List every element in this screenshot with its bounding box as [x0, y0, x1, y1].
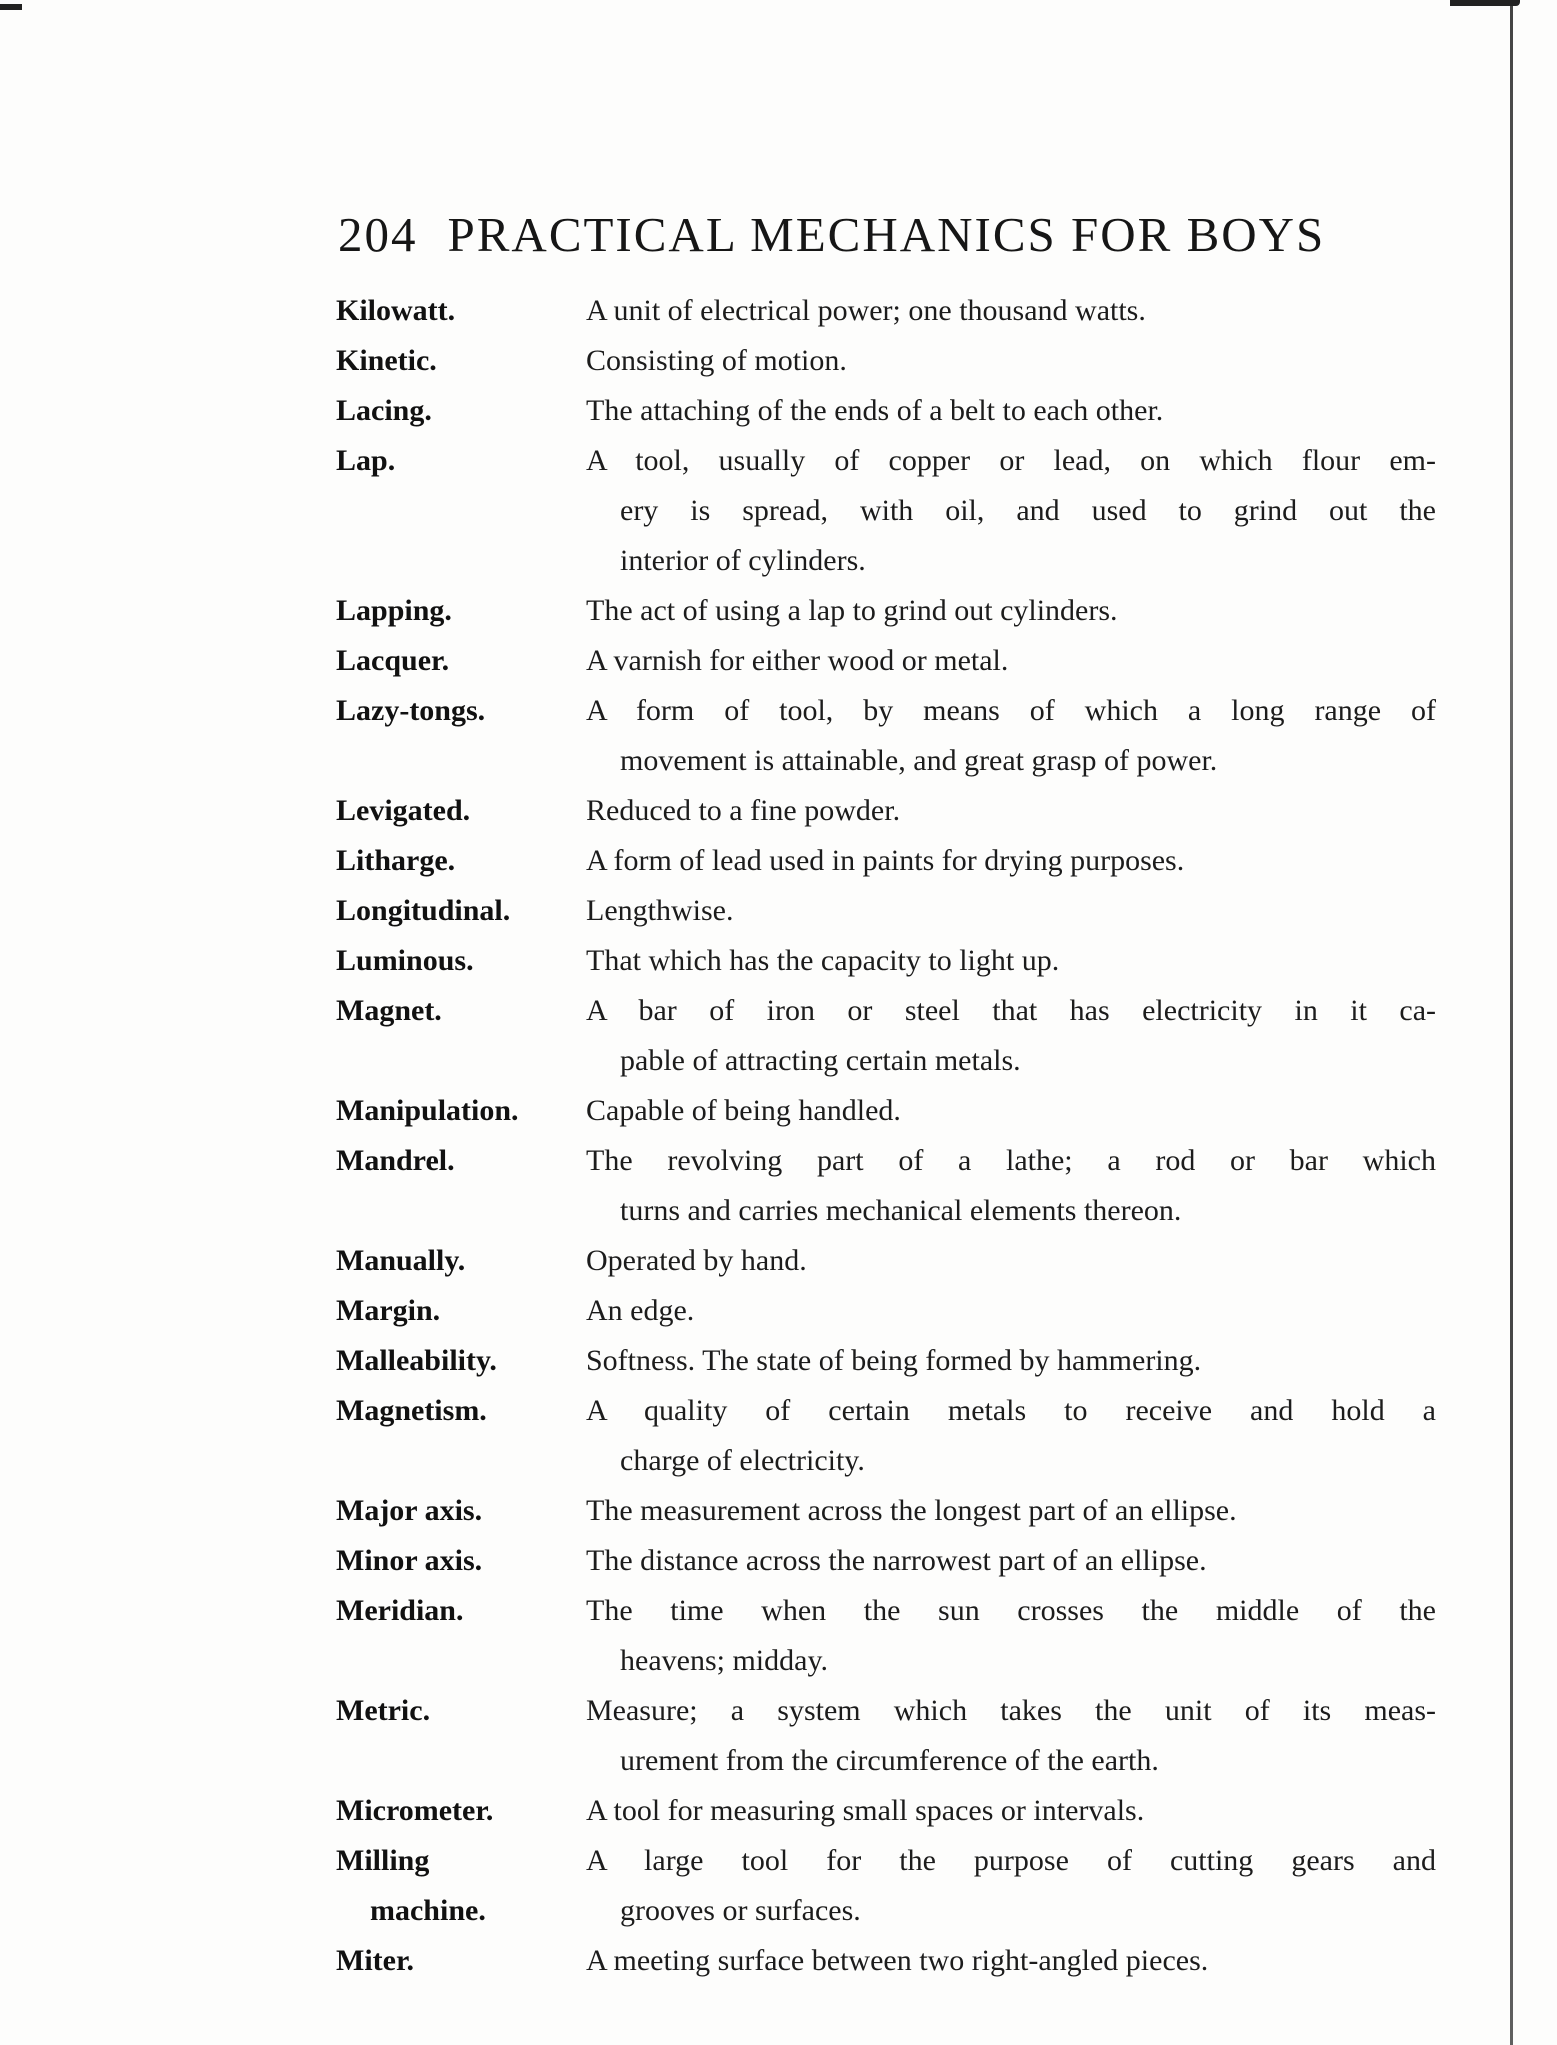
glossary-term	[336, 1336, 586, 1386]
glossary-term	[336, 636, 586, 686]
glossary-term	[336, 1286, 586, 1336]
glossary-definition	[586, 936, 1436, 986]
glossary-entry	[336, 1386, 1436, 1486]
definition-line: interior of cylinders.	[620, 544, 866, 577]
glossary-term	[336, 686, 586, 736]
term-line: Lazy-tongs.	[336, 694, 486, 727]
term-line: Malleability.	[336, 1344, 497, 1377]
glossary-definition	[586, 436, 1436, 586]
glossary-term	[336, 1236, 586, 1286]
glossary-definition	[586, 1236, 1436, 1286]
glossary-term	[336, 1086, 586, 1136]
glossary-entry	[336, 1686, 1436, 1786]
glossary-entry	[336, 1536, 1436, 1586]
definition-line: A tool, usually of copper or lead, on which flour em-	[586, 444, 1436, 477]
glossary-term	[336, 1136, 586, 1186]
glossary-definition	[586, 1136, 1436, 1236]
glossary-term	[336, 1486, 586, 1536]
term-line: Margin.	[336, 1294, 441, 1327]
glossary-list	[336, 286, 1436, 1986]
glossary-term	[336, 936, 586, 986]
term-line: Lacquer.	[336, 644, 450, 677]
glossary-definition	[586, 1386, 1436, 1486]
term-line: Miter.	[336, 1944, 415, 1977]
glossary-definition	[586, 836, 1436, 886]
glossary-entry	[336, 436, 1436, 586]
glossary-definition	[586, 286, 1436, 336]
glossary-definition	[586, 1336, 1436, 1386]
glossary-definition	[586, 1786, 1436, 1836]
term-line: Magnetism.	[336, 1394, 487, 1427]
definition-line: ery is spread, with oil, and used to grind out the	[620, 494, 1436, 527]
running-header	[338, 206, 1388, 263]
glossary-entry	[336, 1086, 1436, 1136]
glossary-term	[336, 586, 586, 636]
term-line: Longitudinal.	[336, 894, 511, 927]
glossary-term	[336, 1386, 586, 1436]
glossary-definition	[586, 1536, 1436, 1586]
definition-line: Reduced to a fine powder.	[586, 794, 901, 827]
definition-line: A form of lead used in paints for drying purposes.	[586, 844, 1185, 877]
glossary-definition	[586, 786, 1436, 836]
definition-line: urement from the circumference of the earth.	[620, 1744, 1159, 1777]
glossary-definition	[586, 686, 1436, 786]
definition-line: pable of attracting certain metals.	[620, 1044, 1021, 1077]
definition-line: Measure; a system which takes the unit of its meas-	[586, 1694, 1436, 1727]
glossary-entry	[336, 1836, 1436, 1936]
glossary-entry	[336, 386, 1436, 436]
definition-line: A bar of iron or steel that has electricity in it ca-	[586, 994, 1436, 1027]
glossary-entry	[336, 1586, 1436, 1686]
term-line: Major axis.	[336, 1494, 483, 1527]
page-number: 204	[338, 207, 418, 262]
glossary-term	[336, 1536, 586, 1586]
glossary-term	[336, 1686, 586, 1736]
definition-line: Capable of being handled.	[586, 1094, 901, 1127]
glossary-entry	[336, 1286, 1436, 1336]
term-line: Lapping.	[336, 594, 452, 627]
definition-line: turns and carries mechanical elements thereon.	[620, 1194, 1182, 1227]
definition-line: The act of using a lap to grind out cylinders.	[586, 594, 1118, 627]
glossary-term	[336, 986, 586, 1036]
definition-line: A large tool for the purpose of cutting gears and	[586, 1844, 1436, 1877]
term-line: Manually.	[336, 1244, 466, 1277]
glossary-entry	[336, 1786, 1436, 1836]
term-line: Kilowatt.	[336, 294, 456, 327]
glossary-term	[336, 886, 586, 936]
definition-line: The distance across the narrowest part of an ellipse.	[586, 1544, 1207, 1577]
definition-line: That which has the capacity to light up.	[586, 944, 1060, 977]
glossary-entry	[336, 986, 1436, 1086]
glossary-entry	[336, 586, 1436, 636]
glossary-term	[336, 436, 586, 486]
glossary-definition	[586, 1836, 1436, 1936]
term-line: machine.	[370, 1894, 486, 1927]
definition-line: Softness. The state of being formed by hammering.	[586, 1344, 1202, 1377]
glossary-entry	[336, 1336, 1436, 1386]
glossary-definition	[586, 636, 1436, 686]
glossary-definition	[586, 1686, 1436, 1786]
definition-line: An edge.	[586, 1294, 695, 1327]
definition-line: The measurement across the longest part of an ellipse.	[586, 1494, 1237, 1527]
glossary-entry	[336, 836, 1436, 886]
glossary-entry	[336, 1486, 1436, 1536]
glossary-entry	[336, 1236, 1436, 1286]
term-line: Metric.	[336, 1694, 431, 1727]
definition-line: A unit of electrical power; one thousand watts.	[586, 294, 1146, 327]
glossary-definition	[586, 1586, 1436, 1686]
glossary-entry	[336, 636, 1436, 686]
definition-line: grooves or surfaces.	[620, 1894, 861, 1927]
term-line: Magnet.	[336, 994, 442, 1027]
term-line: Milling	[336, 1844, 430, 1877]
definition-line: charge of electricity.	[620, 1444, 865, 1477]
term-line: Litharge.	[336, 844, 456, 877]
scan-corner-mark	[0, 4, 22, 10]
glossary-definition	[586, 336, 1436, 386]
term-line: Kinetic.	[336, 344, 437, 377]
glossary-entry	[336, 1136, 1436, 1236]
glossary-term	[336, 286, 586, 336]
glossary-definition	[586, 1286, 1436, 1336]
glossary-entry	[336, 286, 1436, 336]
glossary-term	[336, 386, 586, 436]
definition-line: movement is attainable, and great grasp of power.	[620, 744, 1218, 777]
glossary-term	[336, 1586, 586, 1636]
glossary-entry	[336, 686, 1436, 786]
glossary-definition	[586, 586, 1436, 636]
glossary-definition	[586, 386, 1436, 436]
definition-line: A varnish for either wood or metal.	[586, 644, 1009, 677]
definition-line: Consisting of motion.	[586, 344, 847, 377]
definition-line: A form of tool, by means of which a long range of	[586, 694, 1436, 727]
term-line: Micrometer.	[336, 1794, 494, 1827]
glossary-definition	[586, 1486, 1436, 1536]
glossary-definition	[586, 886, 1436, 936]
term-line: Lap.	[336, 444, 396, 477]
glossary-term	[336, 1786, 586, 1836]
glossary-term	[336, 1936, 586, 1986]
glossary-entry	[336, 1936, 1436, 1986]
definition-line: Operated by hand.	[586, 1244, 807, 1277]
glossary-definition	[586, 986, 1436, 1086]
term-line: Mandrel.	[336, 1144, 455, 1177]
glossary-term	[336, 836, 586, 886]
glossary-term	[336, 786, 586, 836]
term-line: Manipulation.	[336, 1094, 519, 1127]
definition-line: The time when the sun crosses the middle of the	[586, 1594, 1436, 1627]
term-line: Lacing.	[336, 394, 432, 427]
term-line: Levigated.	[336, 794, 471, 827]
page-edge-right	[1510, 0, 1513, 2045]
term-line: Minor axis.	[336, 1544, 483, 1577]
glossary-definition	[586, 1086, 1436, 1136]
term-line: Meridian.	[336, 1594, 464, 1627]
definition-line: A meeting surface between two right-angled pieces.	[586, 1944, 1209, 1977]
definition-line: The attaching of the ends of a belt to each other.	[586, 394, 1164, 427]
glossary-entry	[336, 786, 1436, 836]
glossary-entry	[336, 886, 1436, 936]
glossary-term	[336, 1836, 586, 1936]
definition-line: Lengthwise.	[586, 894, 734, 927]
definition-line: A tool for measuring small spaces or intervals.	[586, 1794, 1145, 1827]
glossary-entry	[336, 936, 1436, 986]
term-line: Luminous.	[336, 944, 474, 977]
definition-line: A quality of certain metals to receive and hold a	[586, 1394, 1436, 1427]
glossary-definition	[586, 1936, 1436, 1986]
book-title: PRACTICAL MECHANICS FOR BOYS	[447, 207, 1326, 262]
definition-line: The revolving part of a lathe; a rod or bar which	[586, 1144, 1436, 1177]
definition-line: heavens; midday.	[620, 1644, 828, 1677]
glossary-entry	[336, 336, 1436, 386]
glossary-term	[336, 336, 586, 386]
